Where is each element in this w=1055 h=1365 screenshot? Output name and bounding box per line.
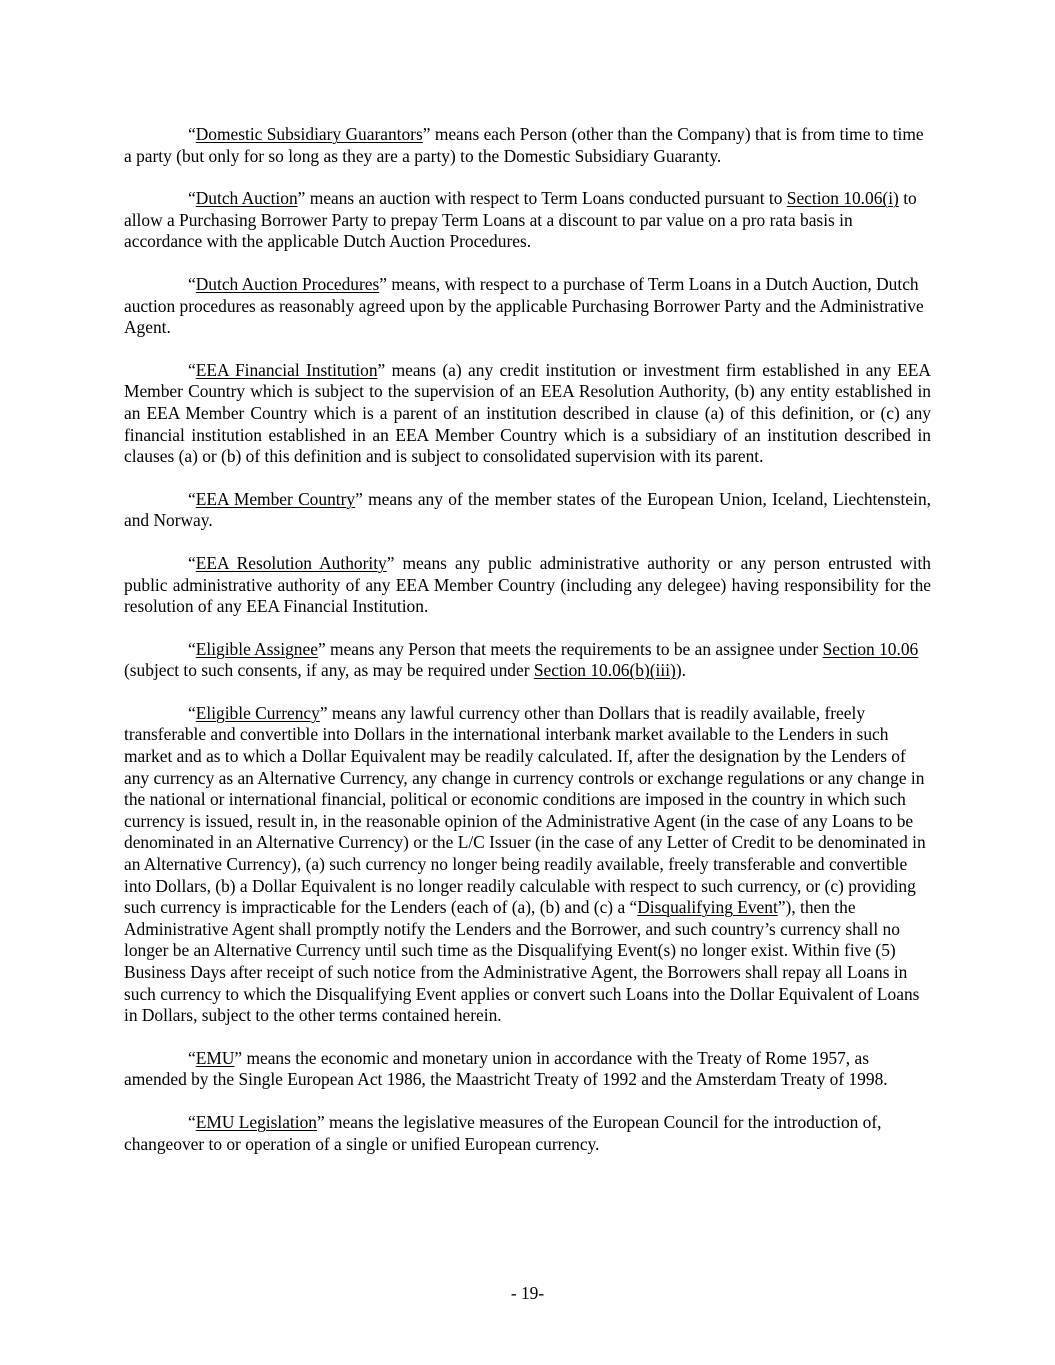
definition-text: ” means any Person that meets the requirements to be an assignee under xyxy=(317,638,823,659)
document-page xyxy=(124,124,931,1176)
definition-eea-financial-institution xyxy=(124,360,931,468)
section-reference: Section 10.06(i) xyxy=(786,188,899,209)
definition-eligible-assignee xyxy=(124,639,931,682)
defined-term: Domestic Subsidiary Guarantors xyxy=(195,124,423,144)
definition-text: ” means any lawful currency other than Dollars that is readily available, freely transferable and convertible into Dollars in the international interbank market available to the Lenders in such market and as to which a Dollar Equivalent may be readily calculated. If, after the designation by the Lenders of any currency as an Alternative Currency, any change in currency controls or exchange regulations or any change in the national or international financial, political or economic conditions are imposed in the country in which such currency is issued, result in, in the reasonable opinion of the Administrative Agent (in the case of any Loans to be denominated in an Alternative Currency) or the L/C Issuer (in the case of any Letter of Credit to be denominated in an Alternative Currency), (a) such currency no longer being readily available, freely transferable and convertible into Dollars, (b) a Dollar Equivalent is no longer readily calculable with respect to such currency, or (c) providing such currency is impracticable for the Lenders (each of (a), (b) and (c) a “ xyxy=(124,702,926,918)
defined-term: EEA Financial Institution xyxy=(195,359,378,380)
definition-dutch-auction-procedures xyxy=(124,274,931,339)
definition-text: “ xyxy=(188,1111,196,1132)
definition-text: “ xyxy=(188,124,196,144)
defined-term: EMU Legislation xyxy=(195,1111,317,1132)
definition-text: ” means the legislative measures of the European Council for the introduction of, changeover to or operation of a single or unified European currency. xyxy=(124,1111,882,1154)
definition-dutch-auction xyxy=(124,188,931,253)
page-number: - 19- xyxy=(510,1283,545,1303)
definition-text: to allow a Purchasing Borrower Party to prepay Term Loans at a discount to par value on a pro rata basis in accordance with the applicable Dutch Auction Procedures. xyxy=(124,188,917,252)
defined-term: EMU xyxy=(195,1047,235,1068)
section-reference: Section 10.06(b)(iii) xyxy=(533,660,676,681)
definitions-list xyxy=(124,124,931,1155)
definition-text: ” means, with respect to a purchase of Term Loans in a Dutch Auction, Dutch auction procedures as reasonably agreed upon by the applicable Purchasing Borrower Party and the Administrative Agent. xyxy=(124,273,924,338)
definition-text: ). xyxy=(675,660,686,681)
definition-text: ” means an auction with respect to Term Loans conducted pursuant to xyxy=(297,188,787,209)
definition-text: “ xyxy=(188,1047,196,1068)
definition-text: ” means any public administrative authority or any person entrusted with public administrative authority of any EEA Member Country (including any delegee) having responsibility for the resolution of any EEA Financial Institution. xyxy=(124,552,931,617)
definition-text: “ xyxy=(188,359,196,380)
defined-term: EEA Resolution Authority xyxy=(195,552,387,573)
definition-text: (subject to such consents, if any, as may be required under xyxy=(124,660,534,681)
definition-eea-resolution-authority xyxy=(124,553,931,618)
definition-text: ”), then the Administrative Agent shall promptly notify the Lenders and the Borrower, and such country’s currency shall no longer be an Alternative Currency until such time as the Disqualifying Event(s) no longer exist. Within five (5) Business Days after receipt of such notice from the Administrative Agent, the Borrowers shall repay all Loans in such currency to which the Disqualifying Event applies or convert such Loans into the Dollar Equivalent of Loans in Dollars, subject to the other terms contained herein. xyxy=(124,897,920,1026)
definition-text: “ xyxy=(188,702,196,723)
definition-domestic-subsidiary-guarantors xyxy=(124,124,931,167)
definition-eea-member-country xyxy=(124,489,931,532)
definition-text: ” means (a) any credit institution or investment firm established in any EEA Member Country which is subject to the supervision of an EEA Resolution Authority, (b) any entity established in an EEA Member Country which is a parent of an institution described in clause (a) of this definition, or (c) any financial institution established in an EEA Member Country which is a subsidiary of an institution described in clauses (a) or (b) of this definition and is subject to consolidated supervision with its parent. xyxy=(124,359,931,467)
definition-text: “ xyxy=(188,638,196,659)
definition-text: “ xyxy=(188,488,196,509)
definition-text: “ xyxy=(188,273,196,294)
defined-term: Dutch Auction xyxy=(195,188,298,209)
defined-term: EEA Member Country xyxy=(195,488,356,509)
definition-text: “ xyxy=(188,188,196,209)
definition-emu xyxy=(124,1048,931,1091)
definition-emu-legislation xyxy=(124,1112,931,1155)
definition-text: ” means each Person (other than the Company) that is from time to time a party (but only for so long as they are a party) to the Domestic Subsidiary Guaranty. xyxy=(124,124,924,166)
definition-text: ” means any of the member states of the European Union, Iceland, Liechtenstein, and Norway. xyxy=(124,488,931,531)
definition-eligible-currency xyxy=(124,703,931,1027)
section-reference: Section 10.06 xyxy=(822,638,919,659)
definition-text: ” means the economic and monetary union in accordance with the Treaty of Rome 1957, as amended by the Single European Act 1986, the Maastricht Treaty of 1992 and the Amsterdam Treaty of 1998. xyxy=(124,1047,888,1090)
defined-term: Dutch Auction Procedures xyxy=(195,273,380,294)
defined-term: Eligible Currency xyxy=(195,702,320,723)
definition-text: “ xyxy=(188,552,196,573)
section-reference: Disqualifying Event xyxy=(637,897,778,918)
defined-term: Eligible Assignee xyxy=(195,638,318,659)
